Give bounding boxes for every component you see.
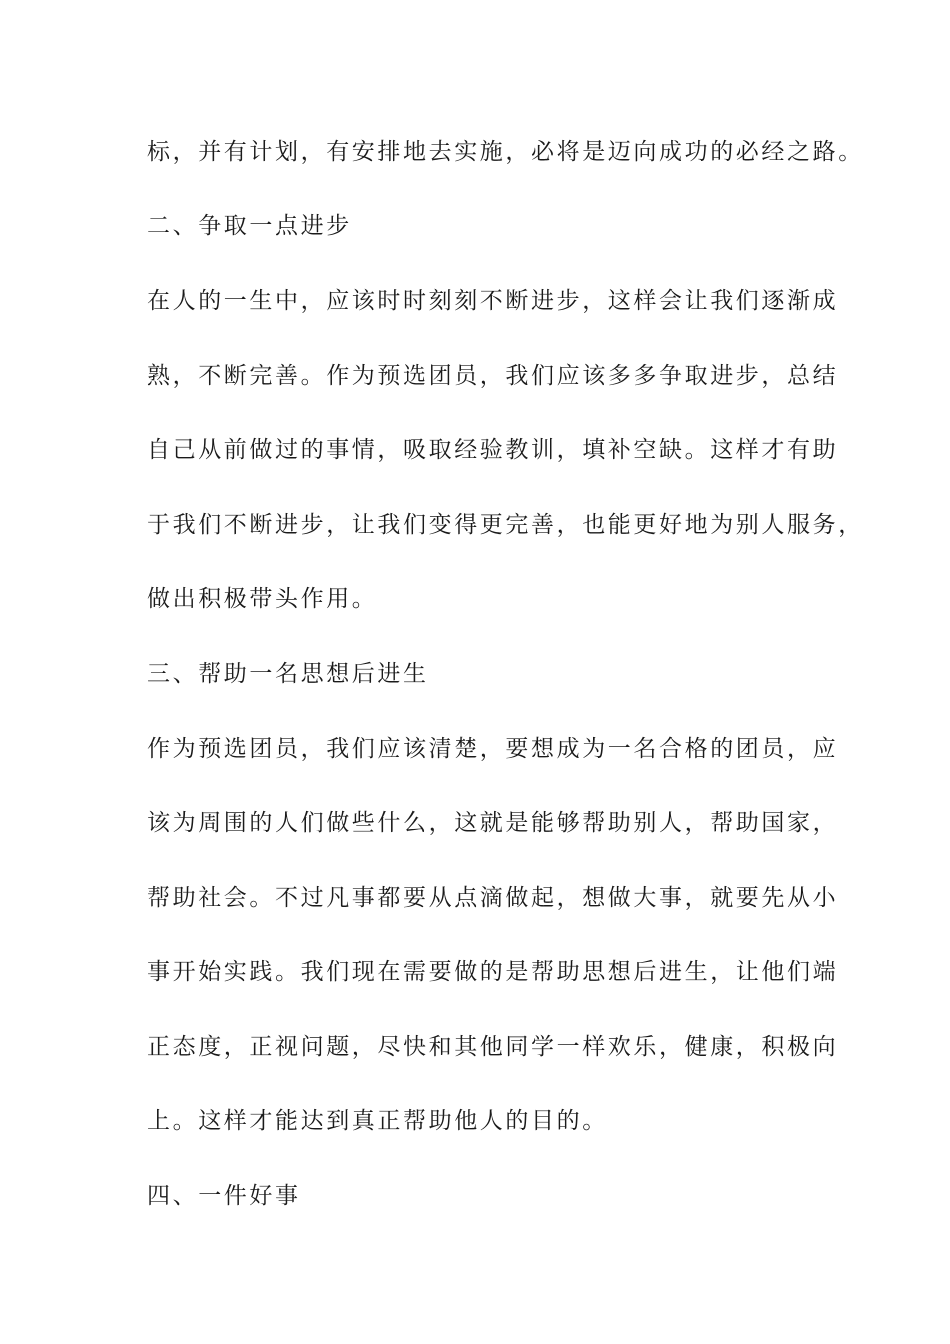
section-heading: 二、争取一点进步 [147,213,352,239]
body-text-line: 熟，不断完善。作为预选团员，我们应该多多争取进步，总结 [147,363,839,389]
body-text-line: 做出积极带头作用。 [147,586,378,612]
body-text-line: 上。这样才能达到真正帮助他人的目的。 [147,1108,608,1134]
body-text-line: 标，并有计划，有安排地去实施，必将是迈向成功的必经之路。 [147,139,864,165]
body-text-line: 于我们不断进步，让我们变得更完善，也能更好地为别人服务， [147,512,864,538]
section-heading: 三、帮助一名思想后进生 [147,661,429,687]
body-text-line: 该为周围的人们做些什么，这就是能够帮助别人，帮助国家， [147,810,839,836]
body-text-line: 帮助社会。不过凡事都要从点滴做起，想做大事，就要先从小 [147,885,839,911]
body-text-line: 自己从前做过的事情，吸取经验教训，填补空缺。这样才有助 [147,437,839,463]
body-text-line: 事开始实践。我们现在需要做的是帮助思想后进生，让他们端 [147,959,839,985]
body-text-line: 作为预选团员，我们应该清楚，要想成为一名合格的团员，应 [147,736,839,762]
section-heading: 四、一件好事 [147,1183,301,1209]
body-text-line: 正态度，正视问题，尽快和其他同学一样欢乐，健康，积极向 [147,1034,839,1060]
body-text-line: 在人的一生中，应该时时刻刻不断进步，这样会让我们逐渐成 [147,288,839,314]
